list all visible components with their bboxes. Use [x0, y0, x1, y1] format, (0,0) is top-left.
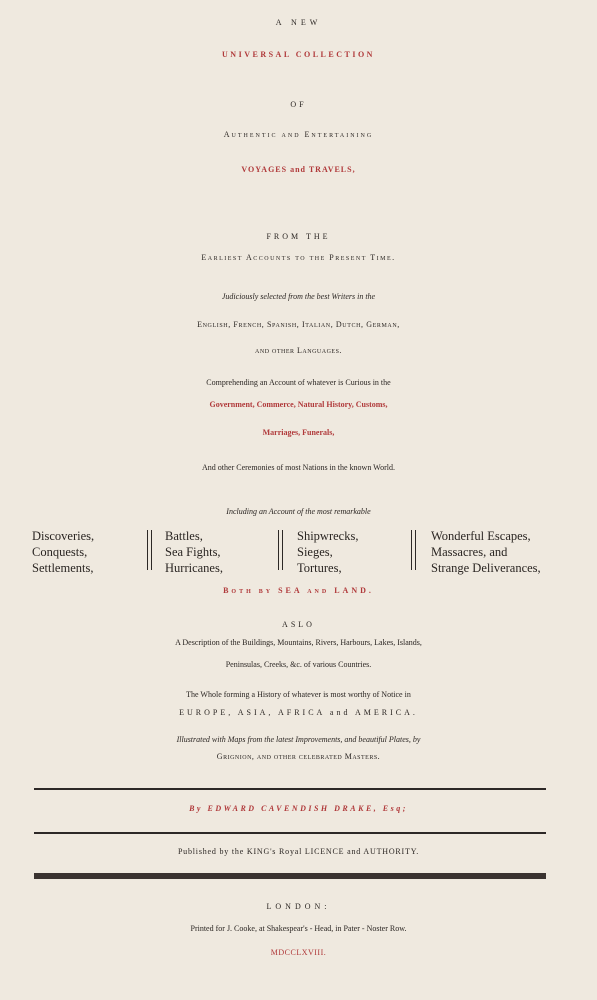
text-both-sea-land: Both by SEA and LAND. [223, 586, 374, 595]
text-ceremonies: And other Ceremonies of most Nations in the known World. [202, 463, 395, 472]
column-item: Battles, [165, 529, 203, 543]
text-judiciously: Judiciously selected from the best Writers in the [221, 292, 376, 301]
text-published: Published by the KING's Royal LICENCE and AUTHORITY. [177, 847, 420, 856]
column-escapes [431, 528, 541, 576]
column-item: Sieges, [297, 545, 333, 559]
heading-authentic: Authentic and Entertaining [223, 130, 374, 139]
text-other-languages: and other Languages. [255, 346, 342, 355]
column-item: Hurricanes, [165, 561, 223, 575]
text-comprehending: Comprehending an Account of whatever is Curious in the [206, 378, 391, 387]
column-item: Massacres, and [431, 545, 508, 559]
divider-thick-rule [34, 873, 546, 879]
column-divider [147, 530, 152, 570]
heading-of: OF [290, 100, 307, 109]
text-marriages: Marriages, Funerals, [262, 428, 335, 437]
text-description: A Description of the Buildings, Mountains, Rivers, Harbours, Lakes, Islands, [175, 638, 422, 647]
column-shipwrecks [297, 528, 358, 576]
text-printed-for: Printed for J. Cooke, at Shakespear's - Head, in Pater - Noster Row. [190, 924, 407, 933]
column-item: Wonderful Escapes, [431, 529, 531, 543]
text-continents: EUROPE, ASIA, AFRICA and AMERICA. [179, 708, 418, 717]
text-whole-forming: The Whole forming a History of whatever is most worthy of Notice in [186, 690, 411, 699]
column-item: Shipwrecks, [297, 529, 359, 543]
text-date: MDCCLXVIII. [270, 948, 327, 957]
column-item: Strange Deliverances, [431, 561, 541, 575]
text-aslo: ASLO [282, 620, 315, 629]
text-languages: English, French, Spanish, Italian, Dutch, German, [197, 320, 400, 329]
divider-rule [34, 788, 546, 790]
heading-universal-collection: UNIVERSAL COLLECTION [222, 50, 375, 59]
heading-a-new: A NEW [275, 18, 322, 27]
text-london: LONDON: [266, 902, 331, 911]
text-illustrated: Illustrated with Maps from the latest Improvements, and beautiful Plates, by [176, 735, 421, 744]
heading-from-the: FROM THE [266, 232, 331, 241]
heading-voyages-travels: VOYAGES and TRAVELS, [241, 165, 356, 174]
text-government: Government, Commerce, Natural History, Customs, [209, 400, 388, 409]
column-item: Tortures, [297, 561, 342, 575]
column-item: Settlements, [32, 561, 94, 575]
text-peninsulas: Peninsulas, Creeks, &c. of various Countries. [225, 660, 372, 669]
column-item: Conquests, [32, 545, 88, 559]
column-battles [165, 528, 223, 576]
column-divider [278, 530, 283, 570]
divider-rule [34, 832, 546, 834]
column-item: Discoveries, [32, 529, 95, 543]
column-item: Sea Fights, [165, 545, 221, 559]
text-grignion: Grignion, and other celebrated Masters. [216, 752, 381, 761]
heading-earliest-accounts: Earliest Accounts to the Present Time. [201, 253, 396, 262]
column-discoveries [32, 528, 94, 576]
text-including: Including an Account of the most remarkable [226, 507, 371, 516]
text-author: By EDWARD CAVENDISH DRAKE, Esq; [189, 804, 408, 813]
column-divider [411, 530, 416, 570]
